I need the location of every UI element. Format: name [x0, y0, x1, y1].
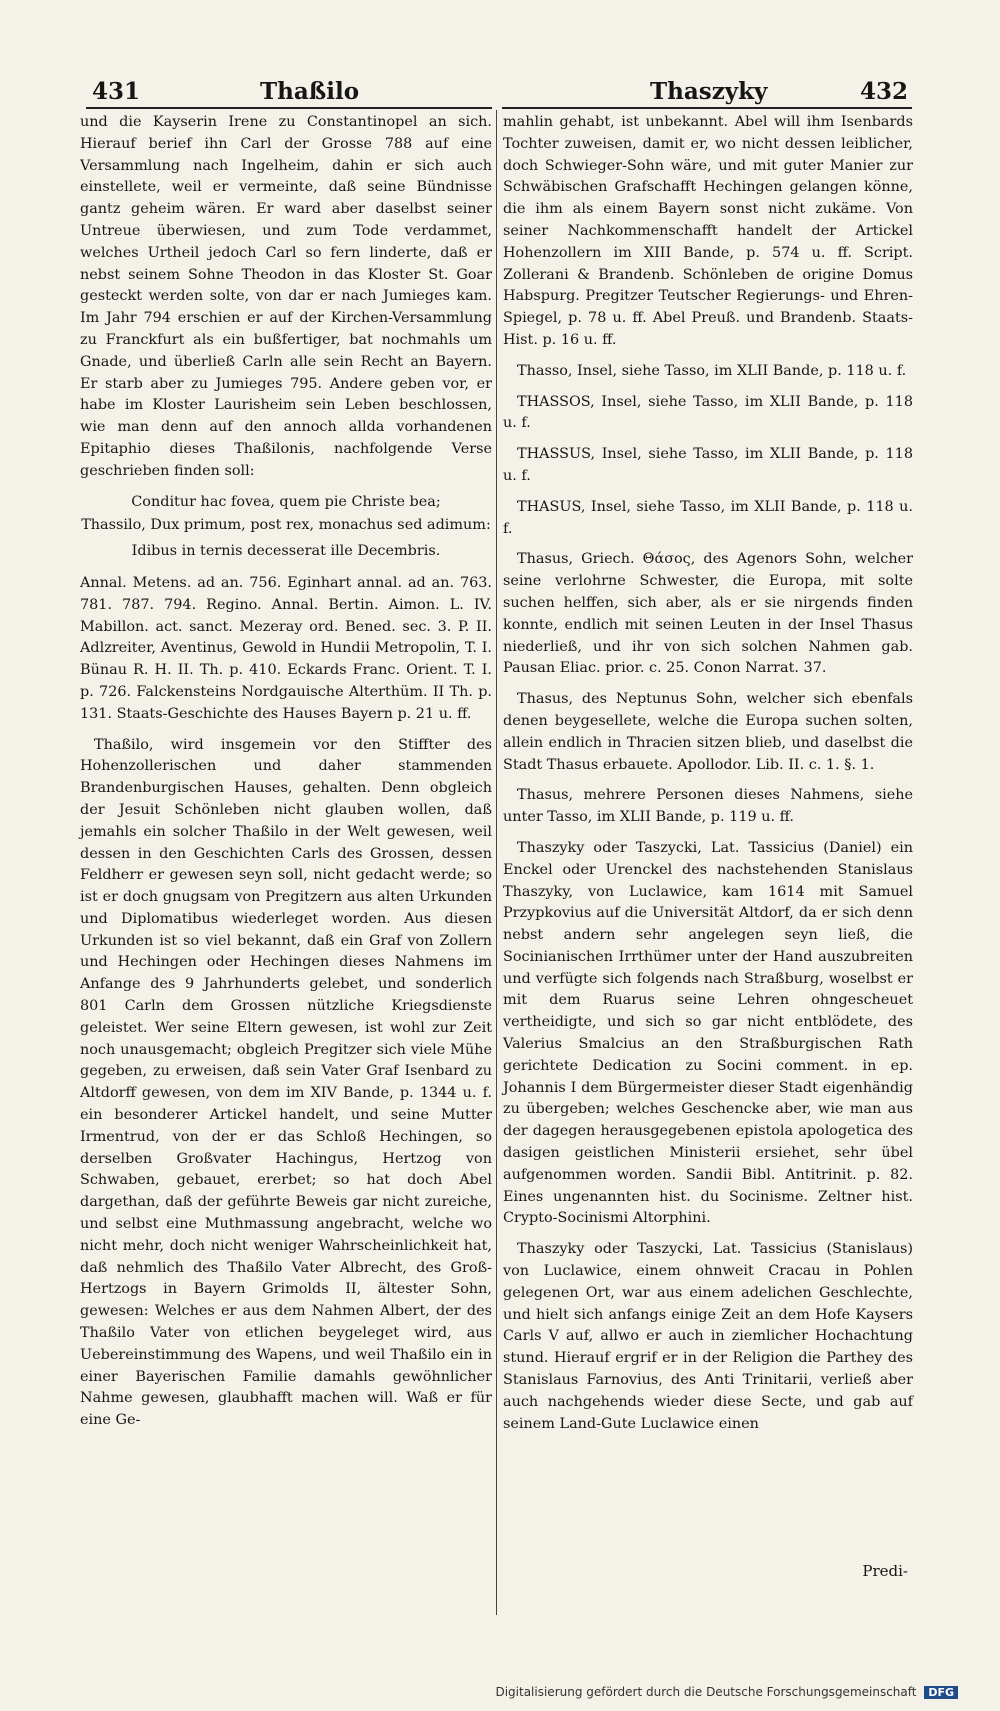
paragraph-tassilo-continued: und die Kayserin Irene zu Constantinopel an sich. Hierauf berief ihn Carl der Grosse 788 auf eine Versammlung nach Ingelheim, dahin er sich auch einstellete, weil er vermeinte, daß seine Bündnisse gantz geheim wären. Er ward aber daselbst seiner Untreue überwiesen, und zum Tode verdammet, welches Urtheil jedoch Carl so fern linderte, daß er nebst seinem Sohne Theodon in das Kloster St. Goar gesteckt werden solte, von dar er nach Jumieges kam. Im Jahr 794 erschien er auf der Kirchen-Versammlung zu Franckfurt als ein bußfertiger, bat nochmahls um Gnade, und überließ Carln alle sein Recht an Bayern. Er starb aber zu Jumieges 795. Andere geben vor, er habe im Kloster Laurisheim sein Leben beschlossen, wie man denn auf den annoch allda vorhandenen Epitaphio dieses Thaßilonis, nachfolgende Verse geschrieben finden soll:	[80, 114, 492, 479]
entry-thassilo-hohenzollern: Thaßilo, wird insgemein vor den Stiffter des Hohenzollerischen und daher stammenden Brandenburgischen Hauses, gehalten. Denn obgleich der Jesuit Schönleben nicht glauben wollen, daß jemahls ein solcher Thaßilo in der Welt gewesen, weil dessen in den Geschichten Carls des Grossen, dessen Feldherr er gewesen seyn soll, nicht gedacht werde; so ist er doch gnugsam von Pregitzern aus alten Urkunden und Diplomatibus wiederleget worden. Aus diesen Urkunden ist so viel bekannt, daß ein Graf von Zollern und Hechingen oder Hechingen dieses Nahmens im Anfange des 9 Jahrhunderts gelebet, und sonderlich 801 Carln dem Grossen nützliche Kriegsdienste geleistet. Wer seine Eltern gewesen, ist wohl zur Zeit noch unausgemacht; obgleich Pregitzer sich viele Mühe gegeben, zu erweisen, daß sein Vater Graf Isenbard zu Altdorff gewesen, von dem im XIV Bande, p. 1344 u. f. ein besonderer Artickel handelt, und seine Mutter Irmentrud, von der er das Schloß Hechingen, so derselben Großvater Hachingus, Hertzog von Schwaben, gebauet, ererbet; so hat doch Abel dargethan, daß der geführte Beweis gar nicht zureiche, und selbst eine Muthmassung angebracht, welche wo nicht mehr, doch nicht weniger Wahrscheinlichkeit hat, daß nehmlich des Thaßilo Vater Albrecht, des Groß-Hertzogs in Bayern Grimolds II, ältester Sohn, gewesen: Welches er aus dem Nahmen Albert, der des Thaßilo Vater von etlichen beygeleget wird, aus Uebereinstimmung des Wapens, und weil Thaßilo ein in einer Bayerischen Familie damahls gewöhnlicher Nahme gewesen, glaubhafft machen will. Waß er für eine Ge-	[80, 736, 492, 1429]
references-block: Annal. Metens. ad an. 756. Eginhart annal. ad an. 763. 781. 787. 794. Regino. Annal. Bertin. Aimon. L. IV. Mabillon. act. sanct. Mezeray ord. Bened. sec. 3. P. II. Adlzreiter, Aventinus, Gewold in Hundii Metropolin, T. I. Bünau R. H. II. Th. p. 410. Eckards Franc. Orient. T. I. p. 726. Falckensteins Nordgauische Alterthüm. II Th. p. 131. Staats-Geschichte des Hauses Bayern p. 21 u. ff.	[80, 574, 492, 722]
column-divider	[496, 110, 497, 1615]
right-column	[503, 112, 913, 1444]
right-header-rule	[502, 107, 912, 109]
left-running-head: Thaßilo	[260, 78, 360, 105]
dfg-logo: DFG	[924, 1686, 958, 1699]
footer-text: Digitalisierung gefördert durch die Deutsche Forschungsgemeinschaft	[495, 1685, 917, 1699]
right-page-number: 432	[860, 78, 909, 105]
entry-thasus-agenor: Thasus, Griech. Θάσος, des Agenors Sohn, welcher seine verlohrne Schwester, die Europa, mit solte suchen helffen, sich aber, als er sie nirgends finden konnte, endlich mit seinen Leuten in der Insel Thasus niederließ, und ihr von sich solchen Nahmen gab. Pausan Eliac. prior. c. 25. Conon Narrat. 37.	[503, 551, 913, 677]
catchword: Predi-	[862, 1562, 908, 1580]
entry-thasus-persons: Thasus, mehrere Personen dieses Nahmens, siehe unter Tasso, im XLII Bande, p. 119 u. ff.	[503, 787, 913, 826]
entry-thasus-neptunus: Thasus, des Neptunus Sohn, welcher sich ebenfals denen beygesellete, welche die Europa suchen solten, allein endlich in Thracien sitzen blieb, und daselbst die Stadt Thasus erbauete. Apollodor. Lib. II. c. 1. §. 1.	[503, 691, 913, 773]
epitaph-verse-1: Conditur hac fovea, quem pie Christe bea;	[131, 493, 441, 510]
left-column	[80, 112, 492, 1441]
entry-thaszyky-daniel: Thaszyky oder Taszycki, Lat. Tassicius (Daniel) ein Enckel oder Urenckel des nachstehenden Stanislaus Thaszyky, von Luclawice, kam 1614 mit Samuel Przypkovius auf die Universität Altdorf, da er sich denn nebst andern sehr angelegen seyn ließ, die Socinianischen Irrthümer unter der Hand auszubreiten und verfügte sich folgends nach Straßburg, woselbst er mit dem Ruarus seine Lehren ohngescheuet vertheidigte, und sich so gar nicht entblödete, des Valerius Smalcius an den Straßburgischen Rath gerichtete Dedication zu Socini comment. in ep. Johannis I dem Bürgermeister dieser Stadt eigenhändig zu übergeben; welches Geschencke aber, wie man aus der dagegen herausgegebenen epistola apologetica des dasigen geistlichen Ministerii ersiehet, sehr übel aufgenommen worden. Sandii Bibl. Antitrinit. p. 82. Eines ungenannten hist. du Socinisme. Zeltner hist. Crypto-Socinismi Altorphini.	[503, 839, 913, 1227]
entry-thasso: Thasso, Insel, siehe Tasso, im XLII Bande, p. 118 u. f.	[517, 362, 907, 379]
epitaph-verse-2: Thassilo, Dux primum, post rex, monachus sed adimum:	[81, 517, 491, 534]
left-page-number: 431	[92, 78, 141, 105]
digitization-footer	[495, 1685, 958, 1699]
entry-thaszyky-stanislaus: Thaszyky oder Taszycki, Lat. Tassicius (Stanislaus) von Luclawice, einem ohnweit Cracau in Pohlen gelegenen Ort, war aus einem adelichen Geschlechte, und hielt sich anfangs einige Zeit an dem Hofe Kaysers Carls V auf, allwo er auch in ziemlicher Hochachtung stund. Hierauf ergrif er in der Religion die Parthey des Stanislaus Farnovius, des Anti Trinitarii, verließ aber auch nachgehends wieder diese Secte, und gab auf seinem Land-Gute Luclawice einen	[503, 1241, 913, 1432]
entry-thasus-upper: THASUS, Insel, siehe Tasso, im XLII Bande, p. 118 u. f.	[503, 498, 913, 537]
epitaph-verse-3: Idibus in ternis decesserat ille Decembris.	[131, 543, 441, 560]
entry-thassus: THASSUS, Insel, siehe Tasso, im XLII Bande, p. 118 u. f.	[503, 446, 913, 484]
entry-thassos: THASSOS, Insel, siehe Tasso, im XLII Bande, p. 118 u. f.	[503, 393, 913, 432]
right-running-head: Thaszyky	[650, 78, 768, 105]
left-header-rule	[86, 107, 492, 109]
paragraph-continued: mahlin gehabt, ist unbekannt. Abel will ihm Isenbards Tochter zuweisen, damit er, wo nicht dessen leiblicher, doch Schwieger-Sohn wäre, und mit guter Manier zur Schwäbischen Grafschafft Hechingen gelangen könne, die ihm als einem Bayern sonst nicht zukäme. Von seiner Nachkommenschafft handelt der Artickel Hohenzollern im XIII Bande, p. 574 u. ff. Script. Zollerani & Brandenb. Schönleben de origine Domus Habspurg. Pregitzer Teutscher Regierungs- und Ehren-Spiegel, p. 78 u. ff. Abel Preuß. und Brandenb. Staats-Hist. p. 16 u. ff.	[503, 114, 913, 348]
